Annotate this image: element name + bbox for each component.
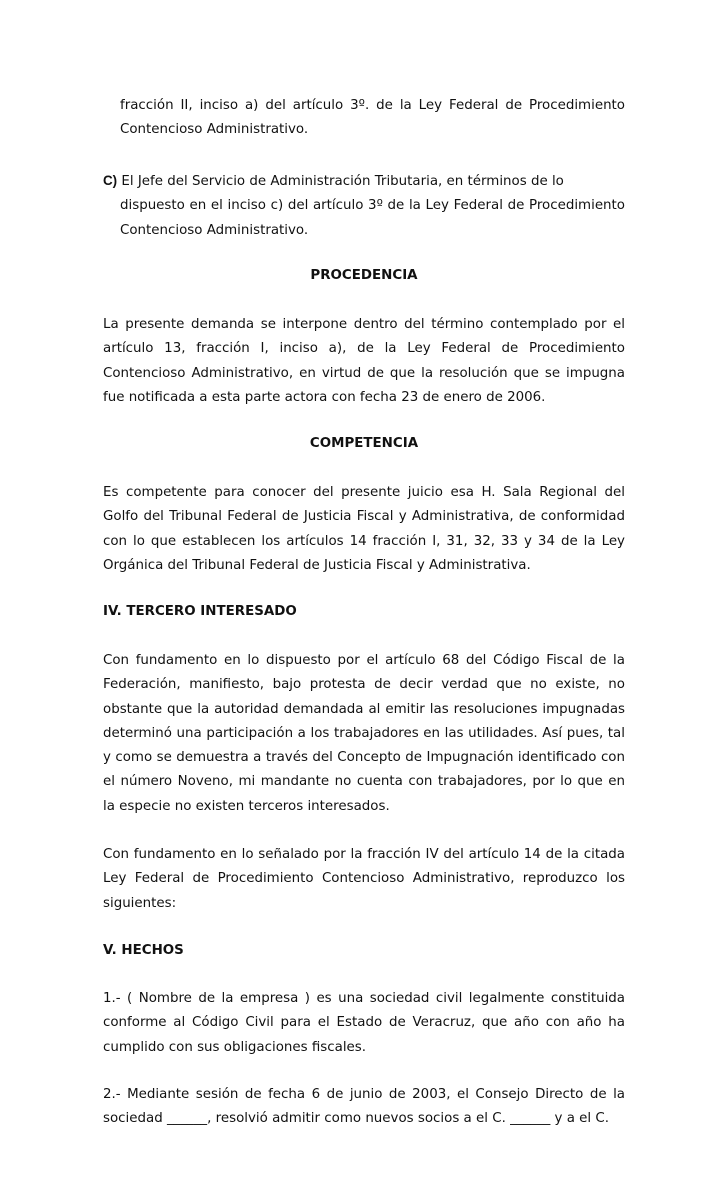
heading-tercero-interesado: IV. TERCERO INTERESADO xyxy=(103,604,297,619)
list-item-c-first-line xyxy=(103,169,625,194)
list-item-c-rest: dispuesto en el inciso c) del artículo 3º de la Ley Federal de Procedimiento Contencioso Administrativo. xyxy=(120,198,625,238)
list-item-c xyxy=(103,169,625,243)
list-item-c-label: C) xyxy=(103,173,118,188)
heading-hechos: V. HECHOS xyxy=(103,943,184,958)
paragraph-tercero-interesado: Con fundamento en lo dispuesto por el artículo 68 del Código Fiscal de la Federación, manifiesto, bajo protesta de decir verdad que no existe, no obstante que la autoridad demandada al emitir las resoluciones impugnadas determinó una participación a los trabajadores en las utilidades. Así pues, tal y como se demuestra a través del Concepto de Impugnación identificado con el número Noveno, mi mandante no cuenta con trabajadores, por lo que en la especie no existen terceros interesados. xyxy=(103,653,625,814)
list-item-c-line1: El Jefe del Servicio de Administración Tributaria, en términos de lo xyxy=(121,174,564,189)
paragraph-fraccion: fracción II, inciso a) del artículo 3º. de la Ley Federal de Procedimiento Contencioso Administrativo. xyxy=(120,98,625,138)
heading-competencia: COMPETENCIA xyxy=(309,436,419,451)
paragraph-procedencia: La presente demanda se interpone dentro del término contemplado por el artículo 13, fracción I, inciso a), de la Ley Federal de Procedimiento Contencioso Administrativo, en virtud de que la resolución que se impugna fue notificada a esta parte actora con fecha 23 de enero de 2006. xyxy=(103,317,625,405)
paragraph-hecho-1: 1.- ( Nombre de la empresa ) es una sociedad civil legalmente constituida conforme al Código Civil para el Estado de Veracruz, que año con año ha cumplido con sus obligaciones fiscales. xyxy=(103,991,625,1055)
paragraph-competencia: Es competente para conocer del presente juicio esa H. Sala Regional del Golfo del Tribunal Federal de Justicia Fiscal y Administrativa, de conformidad con lo que establecen los artículos 14 fracción I, 31, 32, 33 y 34 de la Ley Orgánica del Tribunal Federal de Justicia Fiscal y Administrativa. xyxy=(103,485,625,573)
paragraph-hecho-2: 2.- Mediante sesión de fecha 6 de junio de 2003, el Consejo Directo de la sociedad ______, resolvió admitir como nuevos socios a el C. ______ y a el C. xyxy=(103,1087,625,1127)
paragraph-fundamento: Con fundamento en lo señalado por la fracción IV del artículo 14 de la citada Ley Federal de Procedimiento Contencioso Administrativo, reproduzco los siguientes: xyxy=(103,847,625,911)
heading-procedencia: PROCEDENCIA xyxy=(310,268,418,283)
